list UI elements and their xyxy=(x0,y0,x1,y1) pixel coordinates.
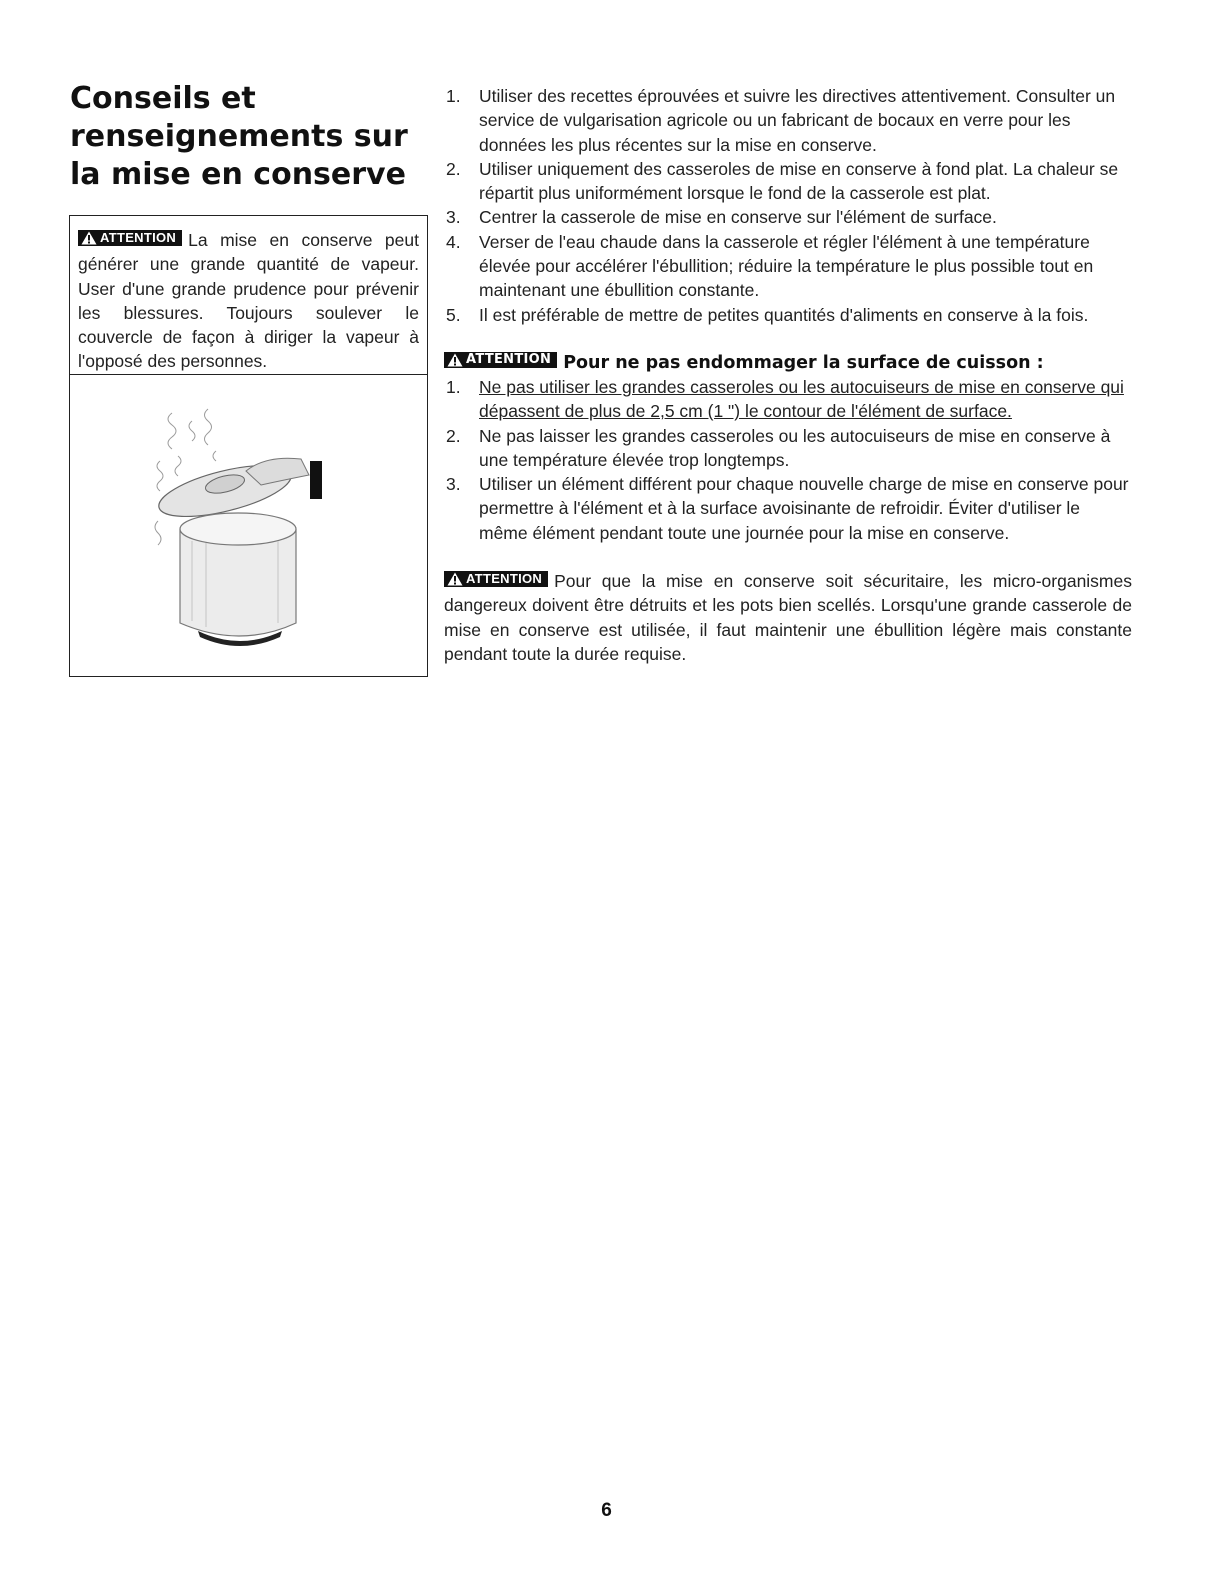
page-title: Conseils et renseignements sur la mise en conserve xyxy=(70,81,408,192)
list-item-number: 5. xyxy=(446,304,461,325)
list-item xyxy=(444,303,1132,327)
list-item-text: Ne pas laisser les grandes casseroles ou les autocuiseurs de mise en conserve à une température élevée trop longtemps. xyxy=(479,425,1111,470)
list-item-text: Il est préférable de mettre de petites quantités d'aliments en conserve à la fois. xyxy=(479,304,1089,325)
list-item-text: Ne pas utiliser les grandes casseroles ou les autocuiseurs de mise en conserve qui dépassent de plus de 2,5 cm (1 ") le contour de l'élément de surface. xyxy=(479,376,1124,422)
list-item-number: 3. xyxy=(446,207,461,228)
list-item-number: 3. xyxy=(446,474,461,495)
page-number: 6 xyxy=(601,1500,612,1521)
list-item-text: Utiliser un élément différent pour chaque nouvelle charge de mise en conserve pour permettre à l'élément et à la surface avoisinante de refroidir. Éviter d'utiliser le même élément pendant toute une journée pour la mise en conserve. xyxy=(479,474,1129,543)
steaming-pot-illustration xyxy=(150,401,350,661)
list-item xyxy=(444,472,1132,545)
warning-box-text xyxy=(78,228,419,374)
list-item-text: Centrer la casserole de mise en conserve sur l'élément de surface. xyxy=(479,207,997,228)
list-item xyxy=(444,157,1132,206)
warning-box xyxy=(69,215,428,677)
list-item xyxy=(444,230,1132,303)
list-item-number: 1. xyxy=(446,86,461,106)
list-item xyxy=(444,375,1132,424)
surface-warning-heading xyxy=(444,351,1132,375)
list-item-number: 1. xyxy=(446,376,461,397)
list-item-text: Utiliser des recettes éprouvées et suivre les directives attentivement. Consulter un service de vulgarisation agricole ou un fabricant de bocaux en verre pour les données les plus récentes sur la mise en conserve. xyxy=(479,86,1116,155)
attention-badge xyxy=(444,571,548,587)
warning-box-body: La mise en conserve peut générer une grande quantité de vapeur. User d'une grande prudence pour prévenir les blessures. Toujours soulever le couvercle de façon à diriger la vapeur à l'opposé des personnes. xyxy=(78,230,419,372)
warning-box-divider xyxy=(70,374,427,375)
surface-warning-section xyxy=(444,351,1132,545)
list-item-number: 2. xyxy=(446,158,461,179)
list-item-number: 2. xyxy=(446,425,461,446)
warning-triangle-icon xyxy=(81,231,97,245)
attention-badge-label: ATTENTION xyxy=(466,351,552,367)
surface-warning-heading-text: Pour ne pas endommager la surface de cuisson : xyxy=(563,352,1044,373)
canning-steps-list xyxy=(444,84,1132,327)
list-item xyxy=(444,424,1132,473)
instructions-column xyxy=(444,84,1132,666)
attention-badge xyxy=(444,352,557,368)
warning-triangle-icon xyxy=(447,572,463,586)
list-item-number: 4. xyxy=(446,231,461,252)
safety-paragraph-text: Pour que la mise en conserve soit sécuritaire, les micro-organismes dangereux doivent être détruits et les pots bien scellés. Lorsqu'une grande casserole de mise en conserve est utilisée, il faut maintenir une ébullition légère mais constante pendant toute la durée requise. xyxy=(444,571,1132,664)
list-item xyxy=(444,84,1132,157)
surface-warning-list xyxy=(444,375,1132,545)
attention-badge xyxy=(78,230,182,246)
safety-paragraph xyxy=(444,569,1132,666)
attention-badge-label: ATTENTION xyxy=(466,571,543,587)
list-item-text: Verser de l'eau chaude dans la casserole et régler l'élément à une température élevée pour accélérer l'ébullition; réduire la température le plus possible tout en maintenant une ébullition constante. xyxy=(479,231,1094,301)
attention-badge-label: ATTENTION xyxy=(100,230,177,245)
list-item xyxy=(444,205,1132,229)
list-item-text: Utiliser uniquement des casseroles de mise en conserve à fond plat. La chaleur se répartit plus uniformément lorsque le fond de la casserole est plat. xyxy=(479,158,1119,204)
warning-triangle-icon xyxy=(447,353,463,367)
